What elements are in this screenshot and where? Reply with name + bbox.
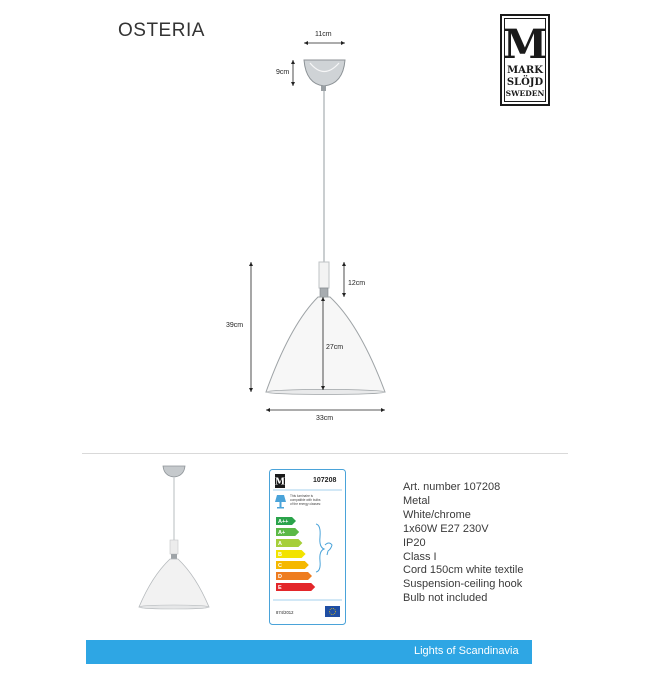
dim-neck-height: 12cm — [348, 280, 366, 287]
spec-list — [403, 481, 523, 606]
energy-class-label: E — [278, 585, 282, 592]
energy-class-label: A — [278, 541, 282, 548]
energy-class-label: A+ — [278, 530, 286, 537]
footer-bar — [86, 640, 532, 664]
label-art-number: 107208 — [313, 477, 337, 484]
spec-item: White/chrome — [403, 508, 471, 521]
section-divider — [82, 453, 568, 454]
eu-flag-icon — [325, 606, 340, 617]
spec-item: Art. number 107208 — [403, 481, 501, 493]
energy-label — [269, 469, 346, 625]
spec-item: Bulb not included — [403, 592, 488, 605]
energy-class-label: C — [278, 563, 282, 570]
logo-sweden: SWEDEN — [505, 89, 545, 98]
energy-class-label: B — [278, 552, 282, 559]
spec-item: 1x60W E27 230V — [403, 522, 489, 535]
label-regulation: 874/2012 — [276, 610, 294, 615]
label-text: This luminaire is compatible with bulbs of the energy classes: — [290, 494, 322, 506]
dim-shade-width: 33cm — [316, 415, 334, 422]
logo-slojd: SLÖJD — [506, 77, 544, 88]
spec-item: Class I — [403, 550, 437, 563]
footer-text: Lights of Scandinavia — [414, 645, 519, 657]
product-photo — [120, 460, 230, 620]
svg-text:M: M — [275, 477, 285, 488]
energy-class-bar — [276, 583, 315, 591]
logo-monogram: M — [502, 21, 548, 68]
product-title: OSTERIA — [118, 20, 205, 41]
spec-item: Metal — [403, 494, 430, 507]
logo-mark: MARK — [507, 65, 543, 76]
energy-class-label: A++ — [278, 519, 289, 526]
spec-item: IP20 — [403, 536, 426, 549]
energy-class-label: D — [278, 574, 282, 581]
dim-shade-height: 27cm — [326, 344, 344, 351]
spec-item: Cord 150cm white textile — [403, 564, 524, 577]
dim-cup-width: 11cm — [315, 31, 332, 38]
lamp-neck — [319, 262, 329, 288]
dim-total-height: 39cm — [226, 322, 244, 329]
dim-cup-height: 9cm — [276, 69, 290, 76]
spec-item: Suspension-ceiling hook — [403, 578, 523, 591]
